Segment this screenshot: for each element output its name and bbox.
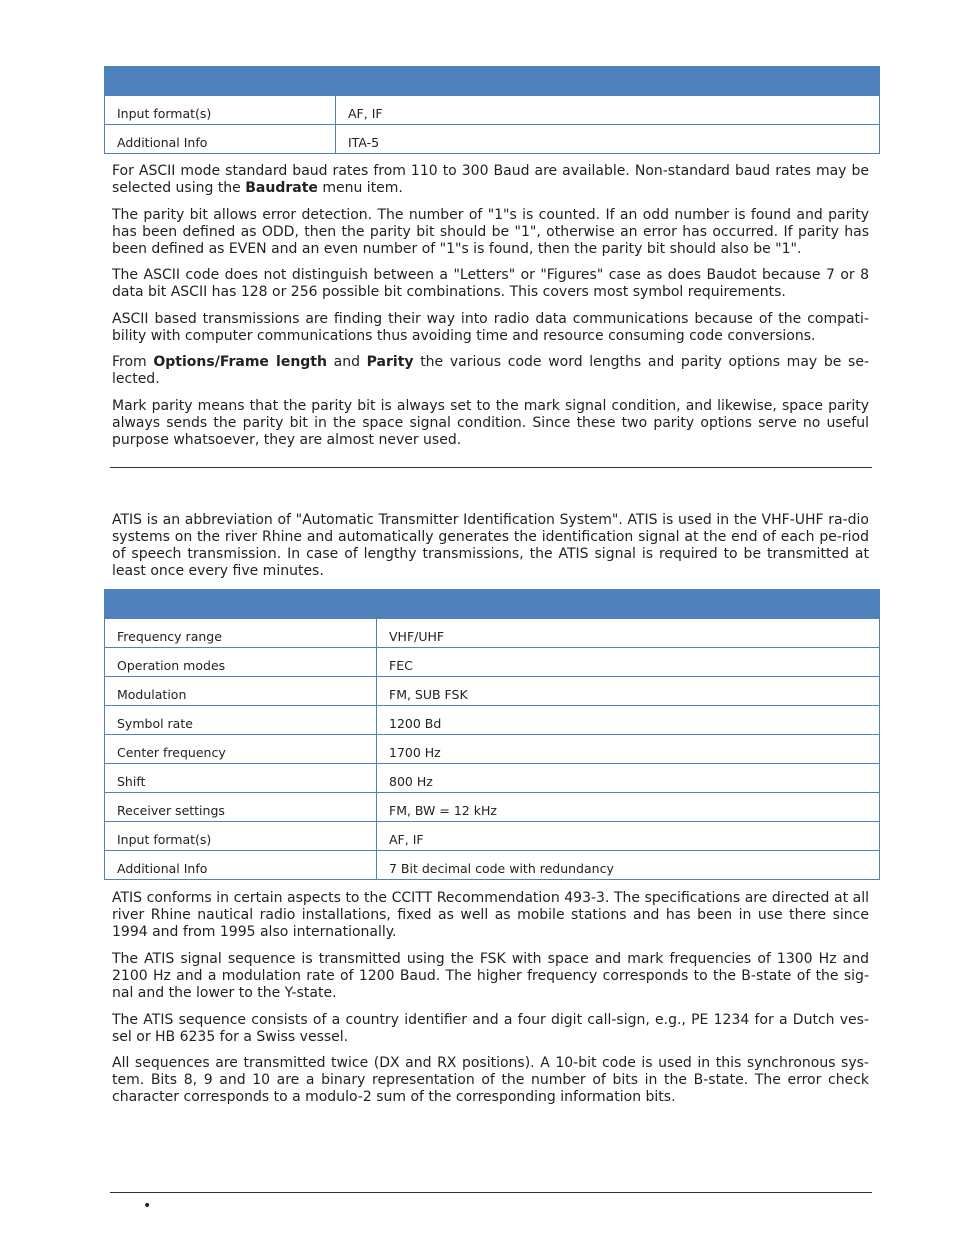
table-cell-value: VHF/UHF [377,619,880,648]
table-cell-label: Center frequency [105,735,377,764]
table-cell-value: FM, SUB FSK [377,677,880,706]
table-cell-label: Additional Info [105,125,336,154]
table-row [105,648,880,677]
table-cell-label: Operation modes [105,648,377,677]
table-cell-label: Receiver settings [105,793,377,822]
table-cell-value: 800 Hz [377,764,880,793]
table-cell-value: 1700 Hz [377,735,880,764]
table-cell-label: Input format(s) [105,96,336,125]
table-row [105,96,880,125]
paragraph-ascii-transmissions: ASCII based transmissions are finding their way into radio data communications because of the compati-bility with computer communications thus avoiding time and resource consuming code conversions. [112,311,869,344]
paragraph-mark-parity: Mark parity means that the parity bit is always set to the mark signal condition, and likewise, space parity always sends the parity bit in the space signal condition. Since these two parity options serve no useful purpose whatsoever, they are almost never used. [112,398,869,448]
table-cell-value: 1200 Bd [377,706,880,735]
table-row [105,125,880,154]
paragraph-atis-intro: ATIS is an abbreviation of "Automatic Transmitter Identification System". ATIS is used in the VHF-UHF ra-dio systems on the river Rhine and automatically generates the identification signal at the end of each pe-riod of speech transmission. In case of lengthy transmissions, the ATIS signal is required to be transmitted at least once every five minutes. [112,512,869,579]
table-cell-value: AF, IF [336,96,880,125]
table-cell-value: 7 Bit decimal code with redundancy [377,851,880,880]
table-row [105,735,880,764]
table-row [105,793,880,822]
table-cell-label: Additional Info [105,851,377,880]
menu-item-reference: Baudrate [245,180,318,196]
table-cell-value: FM, BW = 12 kHz [377,793,880,822]
table-cell-label: Symbol rate [105,706,377,735]
paragraph-options: From Options/Frame length and Parity the various code word lengths and parity options may be se-lected. [112,354,869,387]
table-row [105,677,880,706]
footer-bullet: • [143,1198,152,1214]
paragraph-ascii-code: The ASCII code does not distinguish between a "Letters" or "Figures" case as does Baudot because 7 or 8 data bit ASCII has 128 or 256 possible bit combinations. This covers most symbol requirements. [112,267,869,300]
table-header-row [105,67,880,96]
table-cell-label: Frequency range [105,619,377,648]
paragraph-baud-rates: For ASCII mode standard baud rates from 110 to 300 Baud are available. Non-standard baud rates may be selected using the Baudrate menu item. [112,163,869,196]
paragraph-atis-sequence: The ATIS sequence consists of a country identifier and a four digit call-sign, e.g., PE 1234 for a Dutch ves-sel or HB 6235 for a Swiss vessel. [112,1012,869,1045]
paragraph-atis-fsk: The ATIS signal sequence is transmitted using the FSK with space and mark frequencies of 1300 Hz and 2100 Hz and a modulation rate of 1200 Baud. The higher frequency corresponds to the B-state of the sig-nal and the lower to the Y-state. [112,951,869,1001]
table-row [105,822,880,851]
table-row [105,706,880,735]
table-cell-value: ITA-5 [336,125,880,154]
table-cell-label: Input format(s) [105,822,377,851]
paragraph-atis-ccitt: ATIS conforms in certain aspects to the CCITT Recommendation 493-3. The specifications are directed at all river Rhine nautical radio installations, fixed as well as mobile stations and has been in use there since 1994 and from 1995 also internationally. [112,890,869,940]
ascii-parameter-table [104,66,880,154]
atis-parameter-table [104,589,880,880]
table-row [105,764,880,793]
footer-divider [110,1192,872,1193]
table-cell-label: Modulation [105,677,377,706]
table-row [105,851,880,880]
table-header-row [105,590,880,619]
table-cell-value: AF, IF [377,822,880,851]
table-row [105,619,880,648]
section-divider [110,467,872,468]
table-cell-label: Shift [105,764,377,793]
paragraph-atis-10bit: All sequences are transmitted twice (DX and RX positions). A 10-bit code is used in this synchronous sys-tem. Bits 8, 9 and 10 are a binary representation of the number of bits in the B-state. The error check character corresponds to a modulo-2 sum of the corresponding information bits. [112,1055,869,1105]
table-cell-value: FEC [377,648,880,677]
paragraph-parity: The parity bit allows error detection. The number of "1"s is counted. If an odd number is found and parity has been defined as ODD, then the parity bit should be "1", otherwise an error has occurred. If parity has been defined as EVEN and an even number of "1"s is found, then the parity bit should also be "1". [112,207,869,257]
